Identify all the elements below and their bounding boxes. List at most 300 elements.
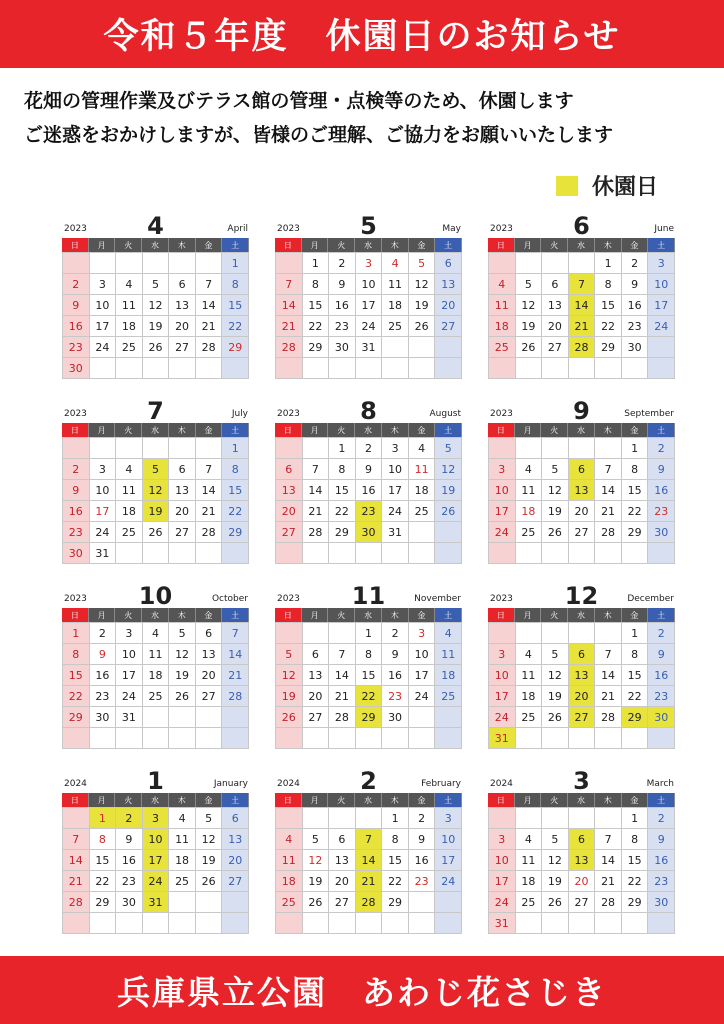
weekday-header — [275, 608, 462, 622]
weekday-label: 土 — [435, 608, 462, 622]
empty-cell — [648, 543, 675, 564]
month-calendar-12 — [488, 582, 675, 749]
day-cell: 30 — [622, 337, 649, 358]
day-cell: 22 — [303, 316, 330, 337]
empty-cell — [516, 543, 543, 564]
day-cell: 11 — [143, 644, 170, 665]
day-cell: 22 — [622, 871, 649, 892]
day-cell: 18 — [169, 850, 196, 871]
month-year: 2023 — [64, 594, 87, 604]
empty-cell — [143, 438, 170, 459]
day-cell: 24 — [648, 316, 675, 337]
month-calendar-4 — [62, 212, 249, 379]
day-cell: 27 — [569, 522, 596, 543]
weekday-header — [62, 238, 249, 252]
day-cell: 25 — [382, 316, 409, 337]
weekday-label: 水 — [355, 238, 382, 252]
weekday-header — [62, 608, 249, 622]
day-cell: 26 — [143, 337, 170, 358]
day-cell: 28 — [222, 686, 249, 707]
empty-cell — [516, 728, 543, 749]
month-calendar-3 — [488, 767, 675, 934]
month-name-en: August — [429, 409, 461, 419]
day-cell: 25 — [435, 686, 462, 707]
day-cell: 1 — [63, 623, 90, 644]
empty-cell — [489, 543, 516, 564]
closed-day-cell: 23 — [356, 501, 383, 522]
day-cell: 26 — [143, 522, 170, 543]
empty-cell — [196, 358, 223, 379]
weekday-label: 月 — [89, 423, 116, 437]
day-cell: 11 — [169, 829, 196, 850]
day-cell: 13 — [435, 274, 462, 295]
empty-cell — [169, 253, 196, 274]
day-cell: 22 — [329, 501, 356, 522]
day-cell: 27 — [169, 337, 196, 358]
day-cell: 30 — [648, 522, 675, 543]
day-cell: 19 — [196, 850, 223, 871]
empty-cell — [303, 728, 330, 749]
day-cell: 8 — [222, 274, 249, 295]
day-cell: 5 — [409, 253, 436, 274]
closed-day-cell: 22 — [356, 686, 383, 707]
weekday-label: 水 — [142, 793, 169, 807]
day-cell: 31 — [116, 707, 143, 728]
day-cell: 1 — [622, 808, 649, 829]
day-cell: 15 — [329, 480, 356, 501]
day-cell: 1 — [303, 253, 330, 274]
day-cell: 17 — [409, 665, 436, 686]
month-year: 2023 — [277, 594, 300, 604]
month-calendar-1 — [62, 767, 249, 934]
day-cell: 4 — [116, 274, 143, 295]
month-header — [275, 582, 462, 608]
day-cell: 1 — [622, 438, 649, 459]
empty-cell — [489, 358, 516, 379]
empty-cell — [622, 913, 649, 934]
empty-cell — [303, 913, 330, 934]
empty-cell — [409, 892, 436, 913]
day-cell: 15 — [303, 295, 330, 316]
day-cell: 8 — [63, 644, 90, 665]
weekday-header — [275, 238, 462, 252]
day-cell: 20 — [329, 871, 356, 892]
month-name-en: March — [646, 779, 674, 789]
day-cell: 20 — [196, 665, 223, 686]
day-cell: 5 — [435, 438, 462, 459]
day-cell: 18 — [435, 665, 462, 686]
day-cell: 9 — [116, 829, 143, 850]
weekday-label: 日 — [62, 793, 89, 807]
weekday-header — [275, 793, 462, 807]
weekday-label: 日 — [275, 793, 302, 807]
month-number: 11 — [351, 582, 386, 610]
day-grid — [62, 252, 249, 379]
weekday-label: 土 — [648, 423, 675, 437]
day-cell: 29 — [622, 522, 649, 543]
empty-cell — [222, 707, 249, 728]
day-cell: 2 — [648, 808, 675, 829]
day-cell: 25 — [516, 522, 543, 543]
day-cell: 6 — [329, 829, 356, 850]
empty-cell — [303, 438, 330, 459]
closed-day-cell: 30 — [648, 707, 675, 728]
day-cell: 24 — [90, 337, 117, 358]
month-header — [62, 767, 249, 793]
day-cell: 17 — [489, 501, 516, 522]
day-cell: 16 — [63, 501, 90, 522]
day-cell: 18 — [516, 501, 543, 522]
day-cell: 27 — [169, 522, 196, 543]
day-cell: 28 — [329, 707, 356, 728]
month-year: 2023 — [64, 224, 87, 234]
weekday-label: 月 — [515, 793, 542, 807]
day-cell: 24 — [90, 522, 117, 543]
day-cell: 14 — [222, 644, 249, 665]
day-cell: 19 — [542, 871, 569, 892]
weekday-label: 日 — [62, 423, 89, 437]
day-cell: 3 — [648, 253, 675, 274]
day-cell: 5 — [196, 808, 223, 829]
month-number: 5 — [360, 212, 377, 240]
day-cell: 8 — [622, 829, 649, 850]
day-cell: 21 — [595, 501, 622, 522]
day-grid — [488, 807, 675, 934]
month-name-en: January — [213, 779, 248, 789]
month-header — [488, 397, 675, 423]
day-cell: 25 — [116, 337, 143, 358]
day-cell: 19 — [542, 686, 569, 707]
day-grid — [488, 437, 675, 564]
weekday-label: 水 — [568, 423, 595, 437]
day-cell: 26 — [542, 892, 569, 913]
closed-day-cell: 31 — [143, 892, 170, 913]
day-cell: 10 — [90, 480, 117, 501]
day-cell: 27 — [276, 522, 303, 543]
day-cell: 10 — [648, 274, 675, 295]
empty-cell — [143, 253, 170, 274]
weekday-label: 木 — [595, 423, 622, 437]
empty-cell — [648, 337, 675, 358]
day-cell: 17 — [489, 871, 516, 892]
day-cell: 2 — [356, 438, 383, 459]
day-cell: 25 — [276, 892, 303, 913]
month-name-en: April — [227, 224, 248, 234]
empty-cell — [382, 913, 409, 934]
month-number: 10 — [138, 582, 173, 610]
day-cell: 18 — [116, 316, 143, 337]
day-cell: 1 — [356, 623, 383, 644]
day-cell: 15 — [356, 665, 383, 686]
day-cell: 2 — [63, 274, 90, 295]
month-name-en: September — [624, 409, 674, 419]
empty-cell — [90, 253, 117, 274]
day-cell: 31 — [356, 337, 383, 358]
day-cell: 9 — [409, 829, 436, 850]
closed-day-cell: 6 — [569, 829, 596, 850]
day-cell: 19 — [409, 295, 436, 316]
closed-day-cell: 12 — [143, 480, 170, 501]
empty-cell — [63, 913, 90, 934]
day-cell: 1 — [382, 808, 409, 829]
day-cell: 8 — [222, 459, 249, 480]
weekday-label: 木 — [382, 793, 409, 807]
day-cell: 30 — [116, 892, 143, 913]
day-cell: 10 — [90, 295, 117, 316]
day-cell: 15 — [222, 480, 249, 501]
closed-day-cell: 28 — [569, 337, 596, 358]
empty-cell — [542, 913, 569, 934]
day-cell: 3 — [90, 274, 117, 295]
day-cell: 17 — [648, 295, 675, 316]
weekday-label: 土 — [222, 608, 249, 622]
month-header — [62, 582, 249, 608]
day-cell: 14 — [276, 295, 303, 316]
weekday-label: 金 — [622, 608, 649, 622]
empty-cell — [90, 438, 117, 459]
day-cell: 11 — [276, 850, 303, 871]
empty-cell — [435, 728, 462, 749]
day-cell: 17 — [90, 316, 117, 337]
day-cell: 21 — [595, 871, 622, 892]
closed-day-cell: 27 — [569, 707, 596, 728]
day-cell: 13 — [169, 295, 196, 316]
weekday-label: 日 — [62, 608, 89, 622]
day-cell: 15 — [595, 295, 622, 316]
weekday-label: 木 — [382, 238, 409, 252]
day-cell: 26 — [516, 337, 543, 358]
day-cell: 21 — [196, 316, 223, 337]
day-cell: 26 — [196, 871, 223, 892]
empty-cell — [489, 438, 516, 459]
weekday-label: 火 — [541, 423, 568, 437]
day-cell: 3 — [382, 438, 409, 459]
day-cell: 1 — [595, 253, 622, 274]
month-number: 6 — [573, 212, 590, 240]
month-number: 12 — [564, 582, 599, 610]
day-cell: 20 — [276, 501, 303, 522]
weekday-label: 水 — [142, 238, 169, 252]
empty-cell — [648, 358, 675, 379]
day-cell: 23 — [329, 316, 356, 337]
day-cell: 18 — [143, 665, 170, 686]
weekday-label: 火 — [328, 608, 355, 622]
day-cell: 25 — [409, 501, 436, 522]
weekday-label: 日 — [62, 238, 89, 252]
day-cell: 20 — [303, 686, 330, 707]
empty-cell — [143, 707, 170, 728]
day-cell: 11 — [435, 644, 462, 665]
day-grid — [275, 252, 462, 379]
day-cell: 24 — [382, 501, 409, 522]
empty-cell — [276, 438, 303, 459]
day-cell: 12 — [542, 665, 569, 686]
empty-cell — [595, 728, 622, 749]
day-cell: 26 — [542, 522, 569, 543]
closed-day-cell: 13 — [569, 850, 596, 871]
day-cell: 7 — [329, 644, 356, 665]
weekday-label: 木 — [595, 608, 622, 622]
empty-cell — [169, 543, 196, 564]
day-cell: 12 — [276, 665, 303, 686]
day-cell: 19 — [169, 665, 196, 686]
day-cell: 25 — [489, 337, 516, 358]
day-cell: 11 — [409, 459, 436, 480]
day-cell: 7 — [595, 644, 622, 665]
day-cell: 14 — [196, 480, 223, 501]
day-cell: 29 — [382, 892, 409, 913]
weekday-label: 火 — [541, 793, 568, 807]
day-grid — [275, 807, 462, 934]
empty-cell — [622, 543, 649, 564]
day-cell: 13 — [169, 480, 196, 501]
day-cell: 14 — [303, 480, 330, 501]
closed-day-cell: 1 — [90, 808, 117, 829]
day-cell: 7 — [595, 829, 622, 850]
weekday-label: 金 — [196, 238, 223, 252]
day-cell: 23 — [63, 337, 90, 358]
weekday-label: 金 — [622, 238, 649, 252]
day-cell: 25 — [516, 707, 543, 728]
empty-cell — [222, 913, 249, 934]
day-cell: 14 — [329, 665, 356, 686]
day-cell: 24 — [116, 686, 143, 707]
empty-cell — [489, 623, 516, 644]
month-name-en: November — [414, 594, 461, 604]
day-cell: 12 — [169, 644, 196, 665]
weekday-header — [488, 238, 675, 252]
day-cell: 28 — [595, 707, 622, 728]
empty-cell — [595, 438, 622, 459]
month-year: 2023 — [490, 409, 513, 419]
empty-cell — [329, 623, 356, 644]
closed-day-cell: 5 — [143, 459, 170, 480]
weekday-label: 水 — [568, 793, 595, 807]
empty-cell — [542, 623, 569, 644]
day-cell: 29 — [329, 522, 356, 543]
day-cell: 6 — [169, 459, 196, 480]
day-cell: 22 — [622, 686, 649, 707]
day-cell: 30 — [329, 337, 356, 358]
month-calendar-5 — [275, 212, 462, 379]
day-cell: 19 — [542, 501, 569, 522]
day-cell: 30 — [63, 358, 90, 379]
empty-cell — [303, 358, 330, 379]
day-grid — [488, 252, 675, 379]
empty-cell — [516, 253, 543, 274]
empty-cell — [356, 543, 383, 564]
day-cell: 26 — [276, 707, 303, 728]
empty-cell — [196, 438, 223, 459]
weekday-label: 日 — [488, 608, 515, 622]
day-cell: 2 — [622, 253, 649, 274]
day-cell: 15 — [622, 480, 649, 501]
day-cell: 12 — [143, 295, 170, 316]
day-cell: 7 — [303, 459, 330, 480]
day-cell: 23 — [116, 871, 143, 892]
empty-cell — [90, 913, 117, 934]
empty-cell — [382, 543, 409, 564]
day-cell: 16 — [382, 665, 409, 686]
day-cell: 19 — [143, 316, 170, 337]
month-year: 2024 — [277, 779, 300, 789]
day-cell: 26 — [435, 501, 462, 522]
day-cell: 17 — [356, 295, 383, 316]
empty-cell — [409, 913, 436, 934]
closed-day-cell: 29 — [356, 707, 383, 728]
closed-day-cell: 21 — [569, 316, 596, 337]
day-cell: 13 — [542, 295, 569, 316]
day-grid — [62, 622, 249, 749]
weekday-label: 火 — [328, 238, 355, 252]
day-cell: 5 — [169, 623, 196, 644]
day-cell: 4 — [516, 644, 543, 665]
day-cell: 22 — [222, 316, 249, 337]
day-cell: 23 — [382, 686, 409, 707]
empty-cell — [222, 543, 249, 564]
weekday-label: 火 — [115, 238, 142, 252]
day-cell: 18 — [516, 686, 543, 707]
day-cell: 23 — [648, 686, 675, 707]
day-cell: 18 — [489, 316, 516, 337]
empty-cell — [329, 913, 356, 934]
empty-cell — [63, 253, 90, 274]
day-cell: 17 — [90, 501, 117, 522]
day-cell: 28 — [196, 337, 223, 358]
day-cell: 9 — [329, 274, 356, 295]
weekday-header — [62, 793, 249, 807]
weekday-label: 火 — [541, 238, 568, 252]
closed-day-cell: 30 — [356, 522, 383, 543]
day-cell: 22 — [63, 686, 90, 707]
empty-cell — [169, 913, 196, 934]
day-cell: 5 — [303, 829, 330, 850]
day-cell: 6 — [196, 623, 223, 644]
empty-cell — [143, 543, 170, 564]
weekday-label: 金 — [196, 608, 223, 622]
day-cell: 17 — [116, 665, 143, 686]
weekday-label: 木 — [382, 608, 409, 622]
day-cell: 24 — [435, 871, 462, 892]
weekday-label: 木 — [382, 423, 409, 437]
weekday-label: 土 — [435, 793, 462, 807]
day-cell: 20 — [222, 850, 249, 871]
day-cell: 2 — [648, 438, 675, 459]
day-cell: 21 — [595, 686, 622, 707]
closed-day-cell: 14 — [356, 850, 383, 871]
weekday-label: 月 — [89, 238, 116, 252]
day-cell: 15 — [222, 295, 249, 316]
day-cell: 24 — [409, 686, 436, 707]
day-cell: 13 — [329, 850, 356, 871]
day-cell: 16 — [63, 316, 90, 337]
day-cell: 4 — [409, 438, 436, 459]
month-year: 2023 — [277, 224, 300, 234]
day-cell: 16 — [648, 850, 675, 871]
day-cell: 6 — [303, 644, 330, 665]
month-number: 2 — [360, 767, 377, 795]
day-cell: 9 — [648, 644, 675, 665]
day-cell: 4 — [143, 623, 170, 644]
day-cell: 20 — [542, 316, 569, 337]
day-cell: 27 — [435, 316, 462, 337]
month-name-en: May — [442, 224, 461, 234]
closed-day-cell: 3 — [143, 808, 170, 829]
weekday-label: 水 — [142, 423, 169, 437]
weekday-label: 木 — [169, 423, 196, 437]
day-cell: 18 — [382, 295, 409, 316]
day-cell: 11 — [516, 850, 543, 871]
